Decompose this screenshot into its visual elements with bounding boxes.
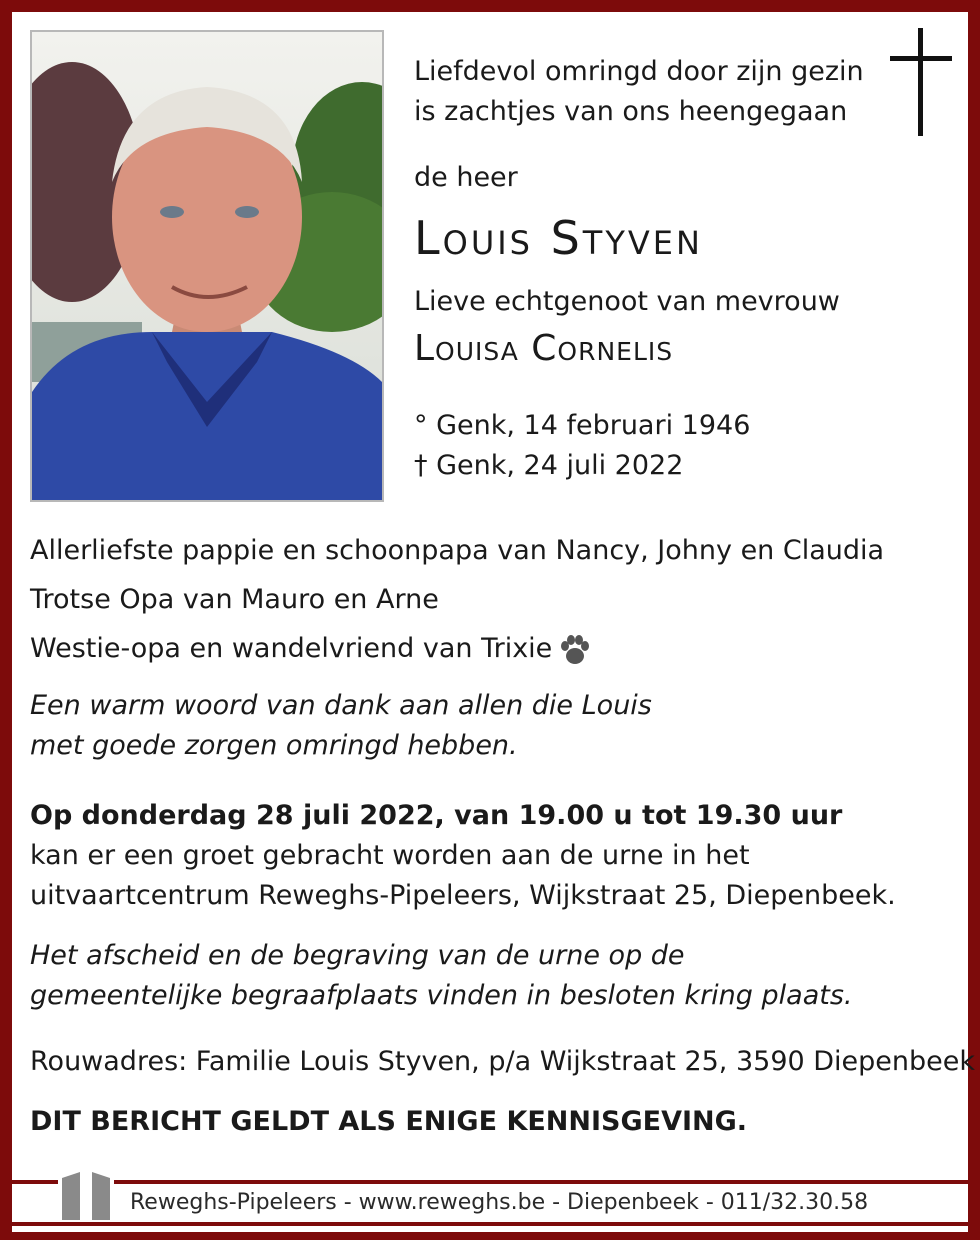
official-notice: DIT BERICHT GELDT ALS ENIGE KENNISGEVING. bbox=[30, 1106, 748, 1137]
thanks-message bbox=[30, 686, 652, 766]
thanks-line-2: met goede zorgen omringd hebben. bbox=[30, 730, 518, 761]
intro-text bbox=[414, 52, 864, 132]
title-prefix: de heer bbox=[414, 162, 518, 193]
footer-divider-top bbox=[12, 1180, 968, 1184]
funeral-home-logo-icon bbox=[58, 1170, 114, 1222]
paw-print-icon bbox=[558, 634, 592, 666]
visitation-datetime: Op donderdag 28 juli 2022, van 19.00 u tot 19.30 uur bbox=[30, 800, 843, 831]
intro-line-1: Liefdevol omringd door zijn gezin bbox=[414, 56, 864, 87]
family-line: Allerliefste pappie en schoonpapa van Nancy, Johny en Claudia bbox=[30, 535, 885, 566]
footer-divider-bottom bbox=[12, 1222, 968, 1226]
visitation-line-2: kan er een groet gebracht worden aan de urne in het bbox=[30, 840, 750, 871]
farewell-line-1: Het afscheid en de begraving van de urne op de bbox=[30, 940, 685, 971]
spouse-label: Lieve echtgenoot van mevrouw bbox=[414, 286, 840, 317]
portrait-photo bbox=[30, 30, 384, 502]
cross-icon bbox=[890, 28, 952, 136]
family-lines bbox=[30, 526, 884, 673]
footer-contact: Reweghs-Pipeleers - www.reweghs.be - Diepenbeek - 011/32.30.58 bbox=[130, 1190, 869, 1215]
thanks-line-1: Een warm woord van dank aan allen die Louis bbox=[30, 690, 652, 721]
visitation-info bbox=[30, 796, 896, 916]
visitation-line-3: uitvaartcentrum Reweghs-Pipeleers, Wijkstraat 25, Diepenbeek. bbox=[30, 880, 896, 911]
death-date: † Genk, 24 juli 2022 bbox=[414, 450, 684, 481]
farewell-line-2: gemeentelijke begraafplaats vinden in besloten kring plaats. bbox=[30, 980, 853, 1011]
spouse-name: Louisa Cornelis bbox=[414, 328, 674, 369]
intro-line-2: is zachtjes van ons heengegaan bbox=[414, 96, 848, 127]
birth-date: ° Genk, 14 februari 1946 bbox=[414, 410, 751, 441]
mourning-address: Rouwadres: Familie Louis Styven, p/a Wijkstraat 25, 3590 Diepenbeek bbox=[30, 1046, 976, 1077]
farewell-info bbox=[30, 936, 852, 1016]
deceased-name: Louis Styven bbox=[414, 211, 703, 265]
family-line: Westie-opa en wandelvriend van Trixie bbox=[30, 633, 553, 664]
family-line: Trotse Opa van Mauro en Arne bbox=[30, 584, 439, 615]
family-line-with-icon bbox=[30, 624, 884, 673]
life-dates bbox=[414, 406, 750, 486]
